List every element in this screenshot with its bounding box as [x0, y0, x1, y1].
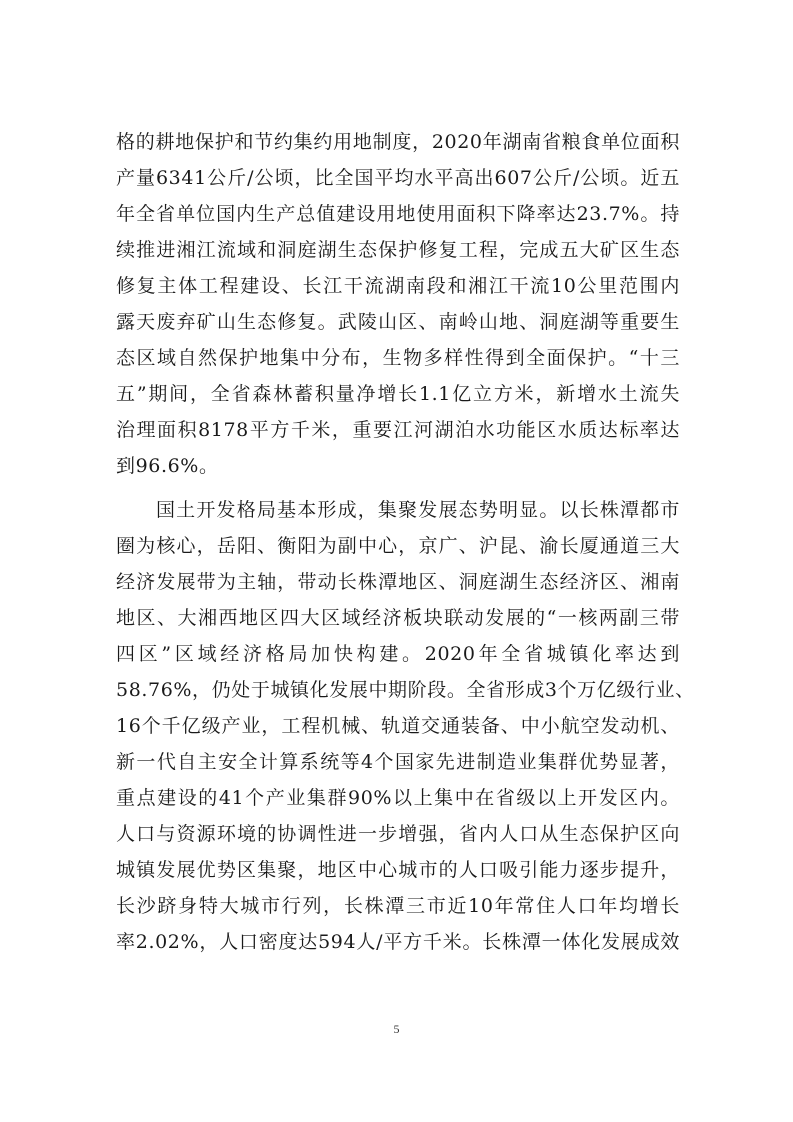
paragraph-line: 地区、大湘西地区四大区域经济板块联动发展的“一核两副三带	[116, 607, 680, 629]
paragraph-line: 16个千亿级产业，工程机械、轨道交通装备、中小航空发动机、	[116, 715, 680, 737]
paragraph-line: 续推进湘江流域和洞庭湖生态保护修复工程，完成五大矿区生态	[116, 239, 680, 261]
paragraph-line: 年全省单位国内生产总值建设用地使用面积下降率达23.7%。持	[116, 203, 680, 225]
paragraph-line: 重点建设的41个产业集群90%以上集中在省级以上开发区内。	[116, 787, 680, 809]
paragraph-line: 城镇发展优势区集聚，地区中心城市的人口吸引能力逐步提升，	[116, 859, 680, 881]
paragraph-line: 四区”区域经济格局加快构建。2020年全省城镇化率达到	[116, 643, 680, 665]
page-number: 5	[393, 1022, 400, 1036]
paragraph-line: 新一代自主安全计算系统等4个国家先进制造业集群优势显著，	[116, 751, 680, 773]
paragraph-line: 58.76%，仍处于城镇化发展中期阶段。全省形成3个万亿级行业、	[116, 679, 695, 701]
paragraph-line: 长沙跻身特大城市行列，长株潭三市近10年常住人口年均增长	[116, 895, 680, 917]
paragraph-line: 经济发展带为主轴，带动长株潭地区、洞庭湖生态经济区、湘南	[116, 571, 680, 593]
paragraph-line: 五”期间，全省森林蓄积量净增长1.1亿立方米，新增水土流失	[116, 383, 680, 405]
paragraph-line: 态区域自然保护地集中分布，生物多样性得到全面保护。“十三	[116, 347, 680, 369]
paragraph-line: 到96.6%。	[116, 455, 219, 477]
paragraph-line: 国土开发格局基本形成，集聚发展态势明显。以长株潭都市	[156, 499, 680, 521]
paragraph-line: 率2.02%，人口密度达594人/平方千米。长株潭一体化发展成效	[116, 931, 680, 953]
paragraph-line: 产量6341公斤/公顷，比全国平均水平高出607公斤/公顷。近五	[116, 167, 680, 189]
paragraph-line: 修复主体工程建设、长江干流湖南段和湘江干流10公里范围内	[116, 275, 680, 297]
paragraph-line: 人口与资源环境的协调性进一步增强，省内人口从生态保护区向	[116, 823, 680, 845]
paragraph-line: 格的耕地保护和节约集约用地制度，2020年湖南省粮食单位面积	[116, 131, 680, 153]
paragraph-line: 圈为核心，岳阳、衡阳为副中心，京广、沪昆、渝长厦通道三大	[116, 535, 680, 557]
paragraph-line: 露天废弃矿山生态修复。武陵山区、南岭山地、洞庭湖等重要生	[116, 311, 680, 333]
paragraph-line: 治理面积8178平方千米，重要江河湖泊水功能区水质达标率达	[116, 419, 680, 441]
